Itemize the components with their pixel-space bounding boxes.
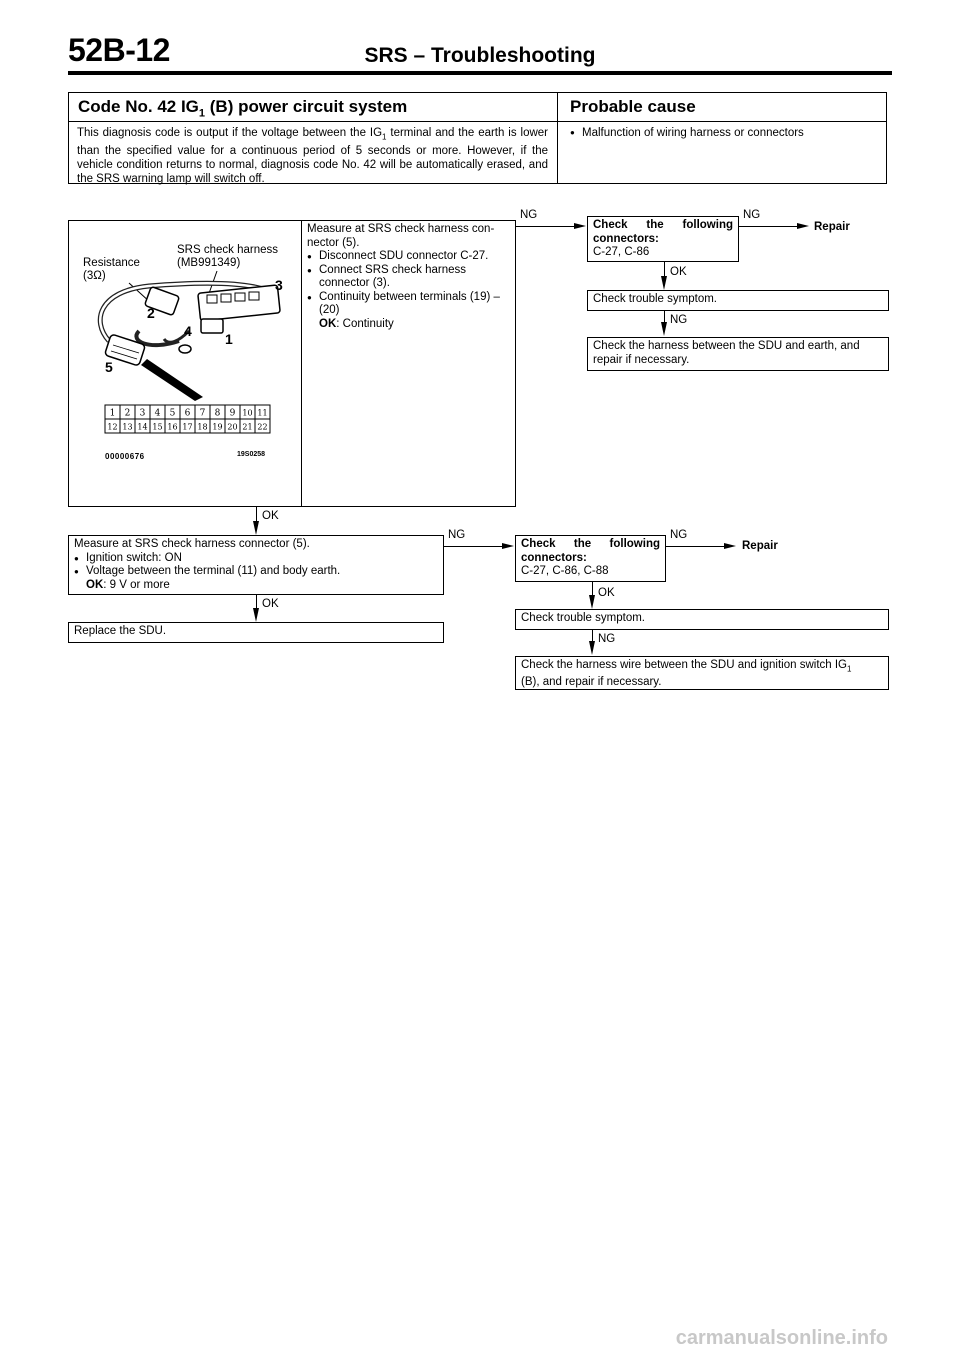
s2-ok-arrow-icon [253,608,259,622]
b1-ng2-arrow-icon [797,223,809,229]
resistance-label: Resistance [83,257,140,269]
b1-harness-box: Check the harness between the SDU and earth, and repair if necessary. [587,337,889,371]
b2-ng3-arrow-icon [589,641,595,655]
code-title-text: Code No. 42 IG [78,97,199,116]
b1-ng1-line [516,226,574,227]
b1-check-box [587,216,739,262]
step2-bullet-2: Voltage between the terminal (11) and body earth. [86,565,341,577]
harness-diagram [69,221,301,506]
ok-text: : 9 V or more [103,578,170,591]
b2-ng1-label: NG [448,529,466,541]
pin-label: 20 [227,422,238,432]
b1-check-connectors: C-27, C-86 [593,246,650,258]
b1-trouble-box: Check trouble symptom. [587,290,889,311]
desc-text-a: This diagnosis code is output if the voltage between the IG [77,127,383,139]
b2-ng1-arrow-icon [502,543,514,549]
header-rule [68,71,892,75]
pin-label: 17 [182,422,193,432]
pin-label: 9 [229,408,236,419]
b1-ok-line [664,262,665,276]
pin-label: 10 [242,408,253,418]
b2-harness-sub: 1 [847,664,852,674]
b1-ng1-label: NG [520,209,538,221]
code-table [68,92,887,184]
pin-label: 5 [169,408,176,419]
pin-label: 13 [122,422,133,432]
pin-label: 14 [137,422,148,432]
callout-1: 1 [225,331,233,347]
probable-cause [558,122,886,140]
b2-check-connectors: C-27, C-86, C-88 [521,565,609,577]
s2-ok-label: OK [262,598,279,610]
b1-ng3-label: NG [670,314,688,326]
ok-text: : Continuity [336,317,394,330]
pin-label: 16 [167,422,178,432]
code-title-sub: 1 [198,107,206,120]
replace-sdu-box: Replace the SDU. [68,622,444,643]
pin-label: 3 [139,408,146,419]
cause-text: Malfunction of wiring harness or connectors [582,127,804,139]
step1-box [68,220,516,507]
pin-label: 22 [257,422,268,432]
step1-text [307,223,511,331]
pin-label: 6 [184,408,191,419]
page-number: 52B-12 [68,32,170,68]
step1-bullet-3: Continuity between terminals (19) – (20) [319,290,500,316]
ok-label: OK [86,578,104,591]
s1-ok-arrow-icon [253,521,259,535]
code-title-rest: (B) power circuit system [205,97,408,116]
b1-ng2-line [739,226,797,227]
s1-ok-label: OK [262,510,279,522]
pin-label: 8 [214,408,221,419]
pin-label: 4 [154,408,161,419]
bullet-icon: ● [307,252,312,261]
b1-check-title: Check the following connectors: [593,219,733,245]
watermark: carmanualsonline.info [675,1327,888,1349]
s2-ok-line [256,595,257,609]
step1-divider [301,221,302,506]
probable-cause-title: Probable cause [570,97,696,116]
b2-harness-box [515,656,889,690]
code-title [69,93,558,121]
bullet-icon: ● [74,553,79,563]
pin-label: 11 [257,408,268,418]
step2-intro: Measure at SRS check harness connector (5). [74,538,310,550]
b1-ng3-arrow-icon [661,322,667,336]
b2-ng2-arrow-icon [724,543,736,549]
b1-ng2-label: NG [743,209,761,221]
code-description [69,122,558,186]
b1-ok-label: OK [670,266,687,278]
b2-repair: Repair [742,540,778,552]
pin-label: 19 [212,422,223,432]
step2-bullet-1: Ignition switch: ON [86,551,182,564]
s1-ok-line [256,507,257,522]
resistance-value: (3Ω) [83,270,106,282]
page-title: SRS – Troubleshooting [364,44,596,67]
step2-box [68,535,444,595]
bullet-icon: ● [307,265,312,275]
b2-harness-text: Check the harness wire between the SDU and ignition switch IG [521,659,847,671]
b2-check-title: Check the following connectors: [521,538,660,564]
bullet-icon: ● [74,567,79,576]
pin-label: 12 [107,422,118,432]
b2-ok-line [592,582,593,596]
b2-ng2-label: NG [670,529,688,541]
pin-label: 2 [124,408,131,419]
step1-ok-criterion [307,318,511,332]
pin-label: 15 [152,422,163,432]
bullet-icon: ● [570,128,575,137]
b2-harness-rest: (B), and repair if necessary. [521,675,662,688]
b2-ok-label: OK [598,587,615,599]
b2-ng3-label: NG [598,633,616,645]
step1-bullet-2: Connect SRS check harness connector (3). [319,263,467,289]
b2-ng1-line [444,546,502,547]
step1-bullet-1: Disconnect SDU connector C-27. [319,250,489,262]
harness-drawing [69,221,301,506]
b1-ok-arrow-icon [661,276,667,290]
pin-label: 1 [109,408,116,419]
ok-label: OK [319,317,337,330]
b2-trouble-box: Check trouble symptom. [515,609,889,630]
harness-label: SRS check harness [177,244,278,256]
bullet-icon: ● [307,292,312,302]
figure-code-left: 00000676 [105,452,145,461]
pin-label: 18 [197,422,208,432]
callout-3: 3 [275,277,283,293]
desc-sub: 1 [382,132,387,142]
callout-4: 4 [184,323,192,339]
callout-5: 5 [105,359,113,375]
pin-label: 7 [199,408,206,419]
pin-label: 21 [242,422,253,432]
pin-grid [105,405,270,433]
step1-intro: Measure at SRS check harness con-nector (5). [307,223,495,249]
b1-ng1-arrow-icon [574,223,586,229]
harness-part: (MB991349) [177,257,241,269]
b2-check-box [515,535,666,582]
desc-text-b: terminal and the earth is lower than the specified value for a continuous period of 5 seconds or more. However, if the vehicle condition returns to normal, diagnosis code No. 42 will be automatically erased, and the SRS warning lamp will switch off. [77,127,548,186]
b1-repair: Repair [814,221,850,233]
callout-2: 2 [147,305,155,321]
figure-code-right: 19S0258 [237,451,266,458]
b2-ok-arrow-icon [589,595,595,609]
b2-ng2-line [666,546,724,547]
step2-ok-criterion [74,579,438,593]
